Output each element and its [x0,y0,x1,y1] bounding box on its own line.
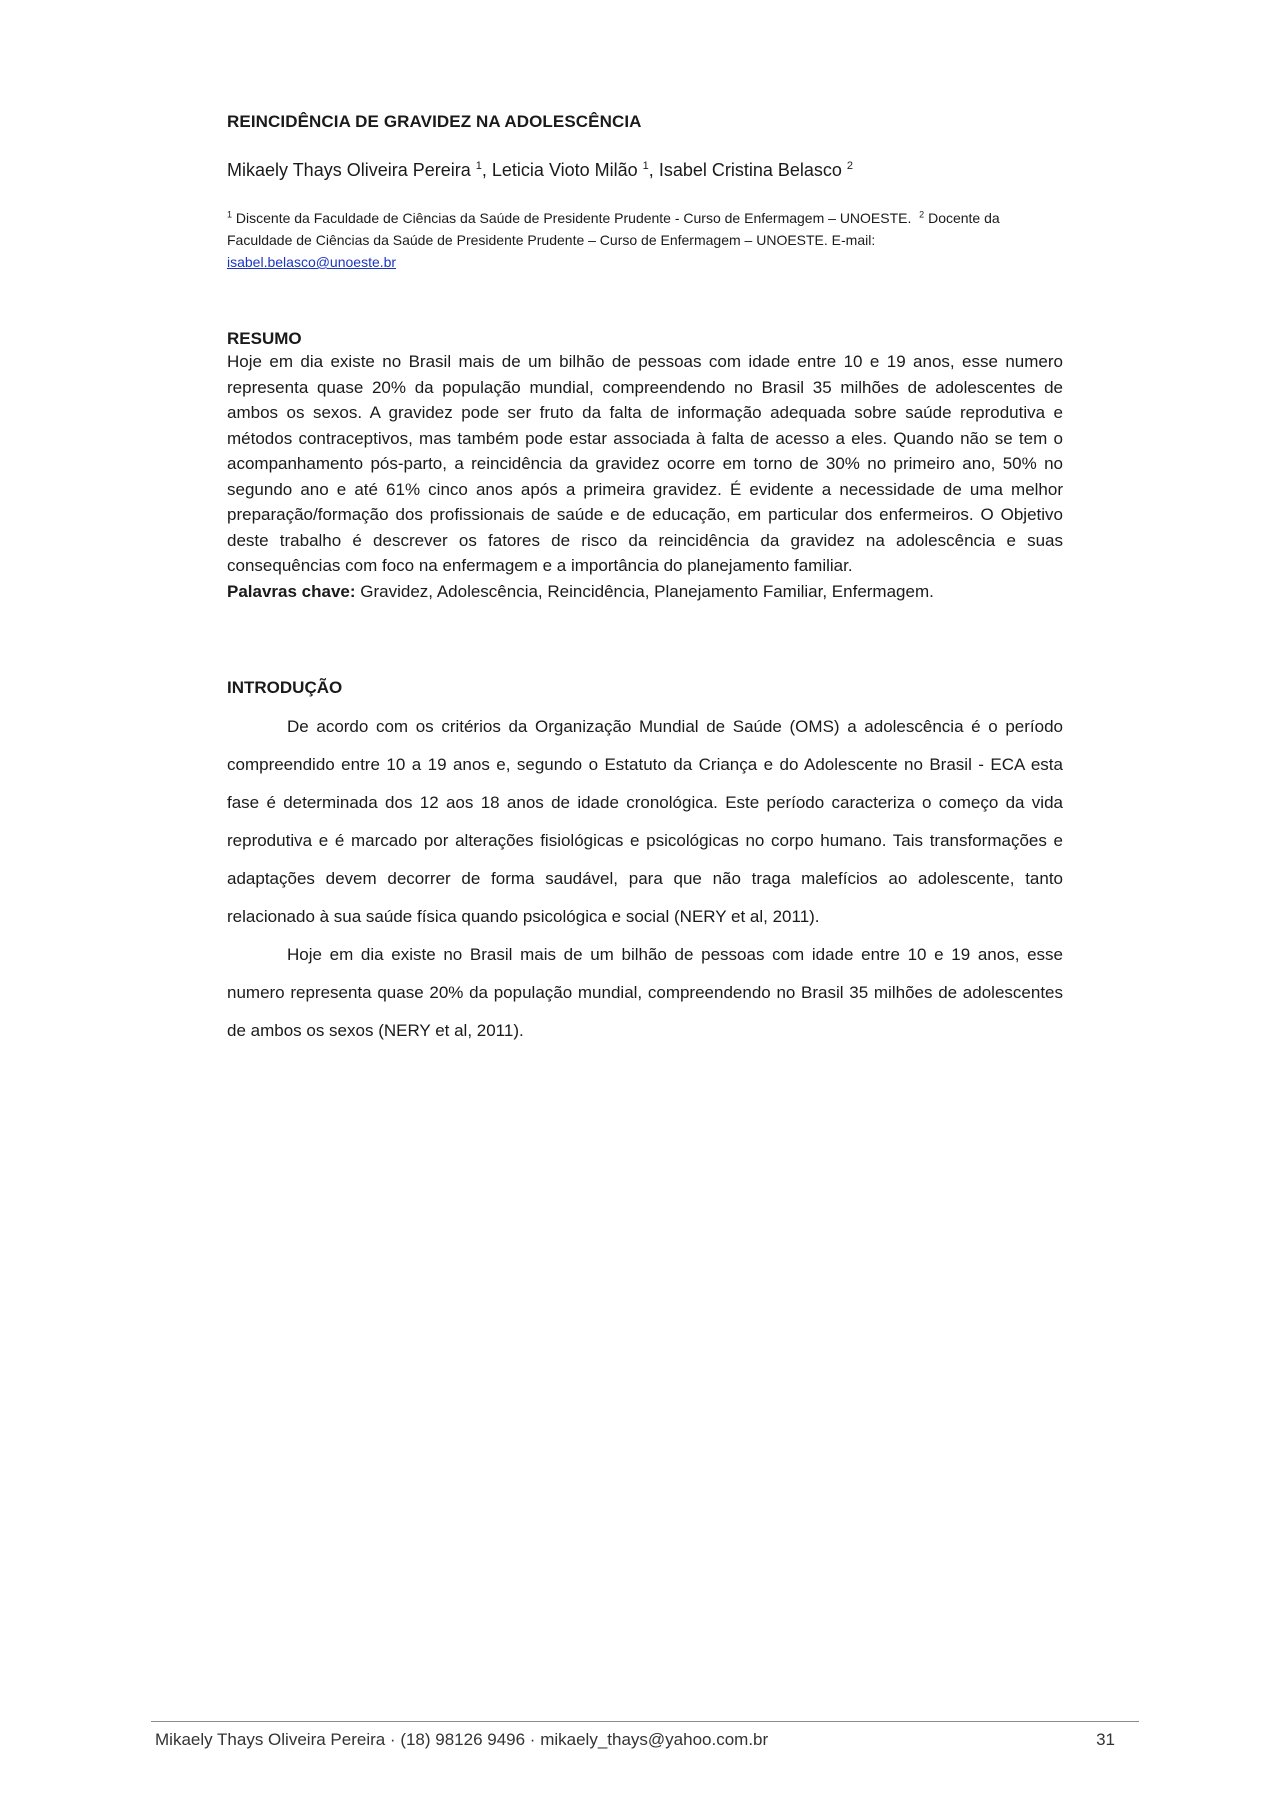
abstract-text: Hoje em dia existe no Brasil mais de um bilhão de pessoas com idade entre 10 e 19 anos, esse numero representa quase 20% da população mundial, compreendendo no Brasil 35 milhões de adolescentes de ambos os sexos. A gravidez pode ser fruto da falta de informação adequada sobre saúde reprodutiva e métodos contraceptivos, mas também pode estar associada à falta de acesso a eles. Quando não se tem o acompanhamento pós-parto, a reincidência da gravidez ocorre em torno de 30% no primeiro ano, 50% no segundo ano e até 61% cinco anos após a primeira gravidez. É evidente a necessidade de uma melhor preparação/formação dos profissionais de saúde e de educação, em particular dos enfermeiros. O Objetivo deste trabalho é descrever os fatores de risco da reincidência da gravidez na adolescência e suas consequências com foco na enfermagem e a importância do planejamento familiar. [227,352,1063,575]
intro-paragraph: Hoje em dia existe no Brasil mais de um bilhão de pessoas com idade entre 10 e 19 anos, esse numero representa quase 20% da população mundial, compreendendo no Brasil 35 milhões de adolescentes de ambos os sexos (NERY et al, 2011). [227,945,1063,1040]
page-number: 31 [1096,1730,1115,1749]
introducao-heading: INTRODUÇÃO [227,678,343,697]
author-name: Isabel Cristina Belasco [658,160,842,180]
author-affiliation-mark: 2 [846,160,854,172]
keywords-text: Gravidez, Adolescência, Reincidência, Planejamento Familiar, Enfermagem. [360,581,934,601]
author-name: Mikaely Thays Oliveira Pereira [227,160,471,180]
author-name: Leticia Vioto Milão [491,160,638,180]
author-affiliation-mark: 1 [475,160,482,172]
footer-divider [151,1721,1139,1722]
author-list: Mikaely Thays Oliveira Pereira $^1$, Leticia Vioto Milão $^1$, Isabel Cristina Belasco $^2$ [227,160,854,180]
affiliation-mark: 2 [919,209,925,220]
affiliations [227,207,1063,273]
affiliation-mark: 1 [227,209,233,220]
affiliation-text-1: Discente da Faculdade de Ciências da Saúde de Presidente Prudente - Curso de Enfermagem – UNOESTE. [235,210,912,226]
email-link[interactable]: isabel.belasco@unoeste.br [227,254,397,270]
keywords-label: Palavras chave: [227,581,356,601]
paper-title: REINCIDÊNCIA DE GRAVIDEZ NA ADOLESCÊNCIA [227,112,642,131]
page-content [227,112,1063,1050]
resumo-heading: RESUMO [227,329,302,348]
footer-contact: Mikaely Thays Oliveira Pereira · (18) 98126 9496 · mikaely_thays@yahoo.com.br [155,1730,769,1749]
keywords-line [227,579,1063,605]
intro-paragraph: De acordo com os critérios da Organização Mundial de Saúde (OMS) a adolescência é o período compreendido entre 10 a 19 anos e, segundo o Estatuto da Criança e do Adolescente no Brasil - ECA esta fase é determinada dos 12 aos 18 anos de idade cronológica. Este período caracteriza o começo da vida reprodutiva e é marcado por alterações fisiológicas e psicológicas no corpo humano. Tais transformações e adaptações devem decorrer de forma saudável, para que não traga malefícios ao adolescente, tanto relacionado à sua saúde física quando psicológica e social (NERY et al, 2011). [227,717,1063,926]
affiliation-text-2: Docente da Faculdade de Ciências da Saúde de Presidente Prudente – Curso de Enfermagem – UNOESTE. E-mail: [227,210,1000,248]
author-affiliation-mark: 1 [642,160,649,172]
page-footer [155,1730,1115,1750]
